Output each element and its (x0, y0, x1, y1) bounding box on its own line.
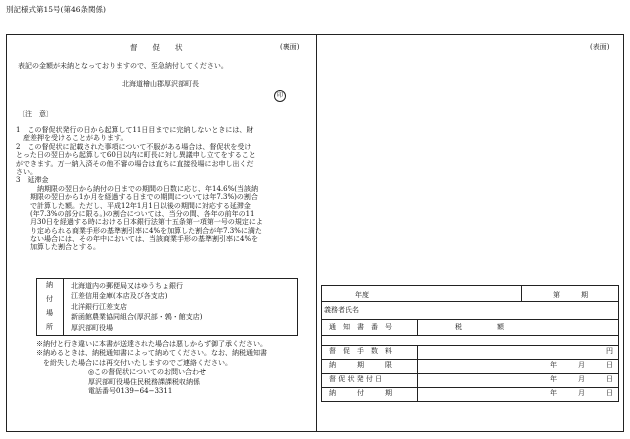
official-seal: 印 (274, 90, 286, 102)
note-line: で計算した額。ただし、平成12年1月1日以後の期間に対応する延滞金 (30, 201, 251, 210)
front-side-label: (表面) (590, 43, 610, 51)
note-line: さい。 (16, 167, 37, 176)
note-line: 加算した割合とする。 (30, 243, 100, 252)
note-line: り定められる商業手形の基準割引率に4%を加算した割合が年7.3%に満た (30, 226, 262, 235)
footer-line: ◎この督促状についてのお問い合わせ (88, 368, 206, 377)
payment-place-label: 納 付 場 所 (37, 279, 64, 335)
center-divider (316, 34, 317, 432)
payment-deadline-label: 納 付 期 (329, 389, 392, 397)
note-line: (年7.3%の部分に限る。)の割合については、当分の間、各年の前年の11 (30, 209, 255, 218)
year-label: 年度 (355, 291, 369, 299)
issue-date-value: 年 月 日 (550, 375, 613, 383)
payment-place-item: 北洋銀行江差支店 (71, 302, 127, 311)
note-line: 期限の翌日から1か月を経過する日までの期間については年7.3%)の割合 (30, 193, 258, 202)
notice-number-label: 通 知 書 番 号 (329, 323, 392, 331)
footer-line: ※納めるときは、納税通知書によって納めてください。なお、納税通知書 (36, 349, 267, 358)
fee-value: 円 (606, 347, 613, 355)
payment-place-item: 北海道内の郵便局又はゆうちょ銀行 (71, 282, 183, 290)
payment-place-item: 新函館農業協同組合(厚沢部・鶉・館支店) (71, 313, 203, 322)
issue-date-label: 督 促 状 発 付 日 (329, 375, 383, 383)
footer-line: ※納付と行き違いに本書が送達された場合は悪しからず御了承ください。 (36, 340, 267, 348)
note-line: 納期限の翌日から納付の日までの期間の日数に応じ、年14.6%(当該納 (30, 184, 258, 193)
due-date-value: 年 月 日 (550, 361, 613, 369)
payment-deadline-value: 年 月 日 (550, 389, 613, 397)
note-line: 3 延滞金 (16, 176, 49, 185)
note-line: 月30日を経過する時における日本銀行法第十五条第一項第一号の規定によ (30, 218, 263, 227)
taxpayer-name-label: 義務者氏名 (324, 306, 359, 314)
payment-place-list (71, 281, 202, 333)
footer-line: 厚沢部町役場住民税務課課税収納係 (88, 377, 200, 386)
payment-place-box (36, 278, 298, 336)
note-line: 1 この督促状発行の日から起算して11日目までに完納しないときには、財 (16, 126, 254, 134)
form-identifier: 別記様式第15号(第46条関係) (6, 5, 106, 14)
note-line: ができます。万一納入済その他不審の場合は直ちに直接役場にお申し出くだ (16, 159, 254, 168)
form-title: 督 促 状 (130, 43, 183, 52)
footer-notes (36, 340, 316, 396)
payment-place-item: 江差信用金庫(本店及び各支店) (71, 292, 168, 301)
footer-line: を紛失した場合には再交付いたしますのでご連絡ください。 (36, 358, 232, 367)
note-line: ない場合には、その年中においては、当該商業手形の基準割引率に4%を (30, 235, 259, 244)
note-line: 2 この督促状に記載された事項について不服がある場合は、督促状を受け (16, 142, 252, 151)
front-form-table (321, 285, 619, 405)
payment-place-item: 厚沢部町役場 (71, 323, 113, 332)
note-line: とった日の翌日から起算して60日以内に町長に対し異議申し立てをすること (16, 151, 256, 160)
issuer-name: 北海道檜山郡厚沢部町長 (122, 80, 199, 88)
notice-text: 表記の金額が未納となっておりますので、至急納付してください。 (18, 62, 228, 70)
table-border (321, 285, 619, 402)
footer-line: 電話番号0139−64−3311 (88, 387, 173, 396)
fee-label: 督 促 手 数 料 (329, 347, 392, 355)
notes-heading: 〔注 意〕 (18, 110, 53, 118)
tax-amount-label: 税 額 (455, 323, 504, 331)
note-line: 産差押を受けることがあります。 (16, 134, 128, 143)
period-label: 第 期 (553, 291, 588, 299)
back-side-label: (裏面) (280, 43, 300, 51)
due-date-label: 納 期 限 (329, 361, 392, 369)
notes-block (16, 126, 312, 252)
